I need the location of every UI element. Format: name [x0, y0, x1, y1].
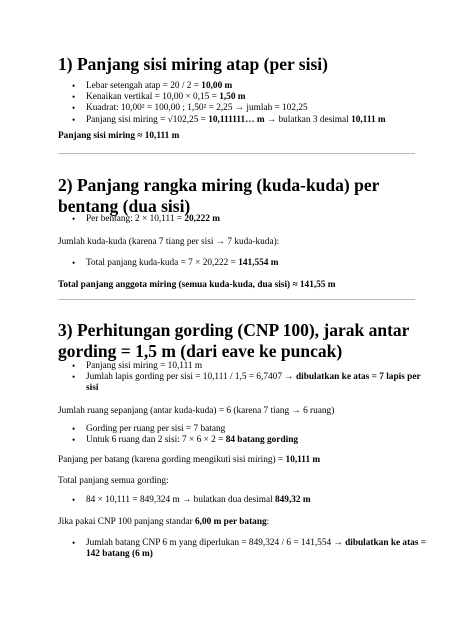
list-item: • Kenaikan vertikal = 10,00 × 0,15 = 1,50 m [58, 92, 428, 103]
section-1-result: Panjang sisi miring ≈ 10,111 m [58, 131, 180, 141]
section-3-paragraph-4: Jika pakai CNP 100 panjang standar 6,00 m per batang: [58, 517, 270, 527]
list-item: • Lebar setengah atap = 20 / 2 = 10,00 m [58, 81, 428, 92]
section-3-list-4 [58, 538, 428, 560]
section-3-list-1 [58, 361, 428, 395]
list-item: • Kuadrat: 10,00² = 100,00 ; 1,50² = 2,25 → jumlah = 102,25 [58, 103, 428, 114]
list-item: • Jumlah batang CNP 6 m yang diperlukan = 849,324 / 6 = 141,554 → dibulatkan ke atas = 142 batang (6 m) [58, 538, 428, 560]
list-item: • Panjang sisi miring = 10,111 m [58, 361, 428, 372]
section-2-list-2 [58, 258, 428, 269]
list-item: • 84 × 10,111 = 849,324 m → bulatkan dua desimal 849,32 m [58, 495, 428, 506]
section-2-heading: 2) Panjang rangka miring (kuda-kuda) per bentang (dua sisi) [58, 175, 380, 216]
list-item: • Per bentang: 2 × 10,111 = 20,222 m [58, 214, 428, 225]
section-2-list-1 [58, 214, 428, 225]
divider [58, 153, 415, 154]
list-item: • Untuk 6 ruang dan 2 sisi: 7 × 6 × 2 = 84 batang gording [58, 435, 428, 446]
list-item: • Jumlah lapis gording per sisi = 10,111 / 1,5 = 6,7407 → dibulatkan ke atas = 7 lapis per sisi [58, 372, 428, 394]
section-3-paragraph-3: Total panjang semua gording: [58, 476, 169, 486]
divider [58, 299, 415, 300]
list-item: • Gording per ruang per sisi = 7 batang [58, 424, 428, 435]
list-item: • Panjang sisi miring = √102,25 = 10,111111… m → bulatkan 3 desimal 10,111 m [58, 115, 428, 126]
list-item: • Total panjang kuda-kuda = 7 × 20,222 = 141,554 m [58, 258, 428, 269]
section-1-heading: 1) Panjang sisi miring atap (per sisi) [58, 54, 328, 74]
section-3-heading: 3) Perhitungan gording (CNP 100), jarak antar gording = 1,5 m (dari eave ke puncak) [58, 320, 410, 361]
section-3-paragraph-2: Panjang per batang (karena gording mengikuti sisi miring) = 10,111 m [58, 455, 321, 465]
section-2-result: Total panjang anggota miring (semua kuda-kuda, dua sisi) ≈ 141,55 m [58, 280, 336, 290]
section-2-paragraph: Jumlah kuda-kuda (karena 7 tiang per sisi → 7 kuda-kuda): [58, 237, 280, 247]
section-3-list-2 [58, 424, 428, 446]
section-3-list-3 [58, 495, 428, 506]
section-3-paragraph-1: Jumlah ruang sepanjang (antar kuda-kuda) = 6 (karena 7 tiang → 6 ruang) [58, 406, 335, 416]
section-1-list [58, 81, 428, 126]
